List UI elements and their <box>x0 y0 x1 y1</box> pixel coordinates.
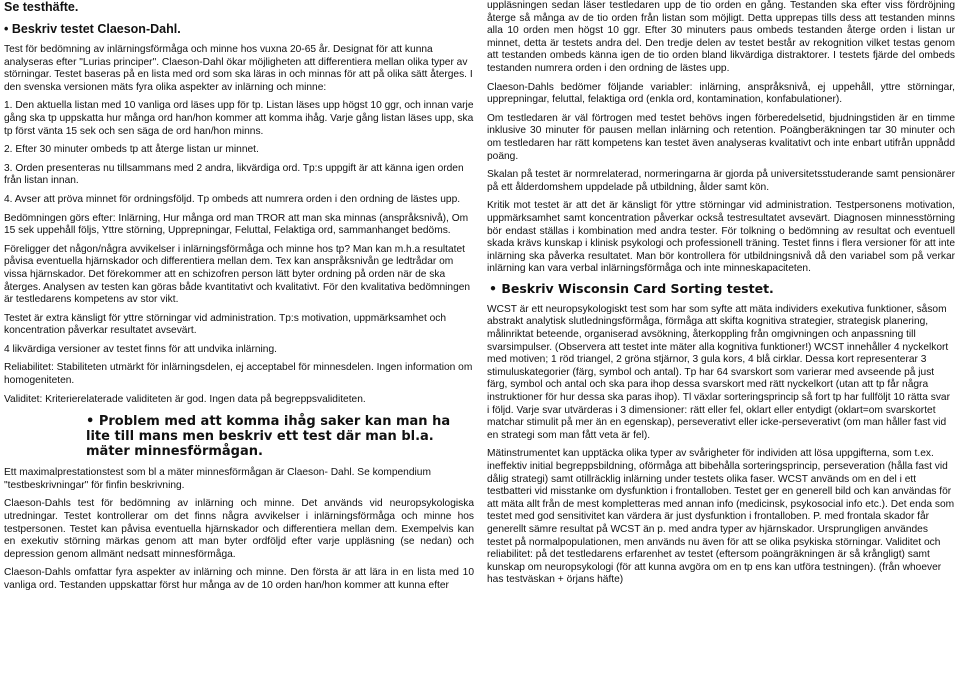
heading-memory-problem: • Problem med att komma ihåg saker kan man ha lite till mans men beskriv ett test där man bl.a. mäter minnesförmågan. <box>86 414 474 459</box>
heading-claeson-dahl: • Beskriv testet Claeson-Dahl. <box>4 22 474 36</box>
paragraph: Test för bedömning av inlärningsförmåga och minne hos vuxna 20-65 år. Designat för att kunna analyseras efter "Lurias principer". Claeson-Dahl ökar möjligheten att differentiera mellan olika typer av störningar. Testet baseras på en lista med ord som ska läras in och minnas för att på olika sätt återges. I den svenska versionen mäts fyra olika aspekter av inlärning och minne: <box>4 44 473 93</box>
heading-wisconsin: • Beskriv Wisconsin Card Sorting testet. <box>489 282 955 296</box>
paragraph: Claeson-Dahls test för bedömning av inlärning och minne. Det används vid neuropsykologiska utredningar. Testet kontrollerar om det finns några avvikelser i inlärningsförmåga och minne hos testpersonen. Testet kan påvisa eventuella hjärnskador och differentiera mellan dem. Exempelvis kan en exekutiv störning märkas genom att man byter ordföljd efter varje uppläsning (se nedan) och depression genom allmänt nedsatt minnesförmåga. <box>4 498 474 560</box>
paragraph: 3. Orden presenteras nu tillsammans med 2 andra, likvärdiga ord. Tp:s uppgift är att känna igen orden från listan innan. <box>4 162 464 187</box>
paragraph: Claeson-Dahls omfattar fyra aspekter av inlärning och minne. Den första är att lära in en lista med 10 vanliga ord. Testanden uppskattar först hur många av de 10 orden han/hon kommer att kunna efter <box>4 567 474 591</box>
paragraph: Testet är extra känsligt för yttre störningar vid administration. Tp:s motivation, uppmärksamhet och koncentration påverkar resultatet avsevärt. <box>4 312 447 337</box>
paragraph: Claeson-Dahls bedömer följande variabler: inlärning, anspråksnivå, ej uppehåll, yttre störningar, upprepningar, feluttal, felaktiga ord (enkla ord, kontamination, konfabulationer). <box>487 81 955 106</box>
paragraph: 1. Den aktuella listan med 10 vanliga ord läses upp för tp. Listan läses upp högst 10 ggr, och innan varje gång ska tp uppskatta hur många ord han/hon kommer att komma ihåg. Varje gång listan läses upp, ska tp först vänta 15 sek och sen säga de ord han/hon minns. <box>4 100 474 137</box>
paragraph: Kritik mot testet är att det är känsligt för yttre störningar vid administration. Testpersonens motivation, uppmärksamhet samt koncentration påverkar också testresultatet avsevärt. Diagnosen minnesstörning bör endast ställas i kombination med andra tester. För tolkning o bedömning av resultat och eventuell skada krävs kunskap i klinisk psykologi och professionell träning. Testet finns i flera versioner för att inte inlärning ska påverka resultatet. Man bör kontrollera för utbildningsnivå då den variabel som på verkar inlärning kan vara verbal inlärningsförmåga och inte minneskapaciteten. <box>487 200 955 275</box>
paragraph: Reliabilitet: Stabiliteten utmärkt för inlärningsdelen, ej acceptabel för minnesdelen. Ingen information om homogeniteten. <box>4 362 473 387</box>
paragraph: Föreligger det någon/några avvikelser i inlärningsförmåga och minne hos tp? Man kan m.h.a resultatet påvisa eventuella hjärnskador och differentiera mellan dem. Tex kan anspråksnivån ge ledtrådar om vissa hjärnskador. Det förekommer att en schizofren person lätt byter ordning på orden när de ska återges. Analysen av testen kan göras både kvantitativt och kvalitativt. För den kvalitativa bedömningen är testledarens kompetens av stor vikt. <box>4 243 471 306</box>
paragraph: 2. Efter 30 minuter ombeds tp att återge listan ur minnet. <box>4 144 259 156</box>
paragraph: Om testledaren är väl förtrogen med testet behövs ingen förberedelsetid, bjudningstiden är en timme inklusive 30 minuter för pausen mellan inlärning och retention. Poängberäkningen tar 30 minuter och om testledaren har rätt kompetens kan testet även analyseras kvalitativt och inte enbart utifrån uppnådd poäng. <box>487 112 955 162</box>
paragraph: 4 likvärdiga versioner av testet finns för att undvika inlärning. <box>4 343 277 355</box>
paragraph: Bedömningen görs efter: Inlärning, Hur många ord man TROR att man ska minnas (anspråksnivå), Om 15 sek uppehåll följs, Yttre störning, Upprepningar, Feluttal, Felaktiga ord, sammanhanget bedöms. <box>4 212 469 237</box>
page-top-title: Se testhäfte. <box>4 0 79 14</box>
paragraph: uppläsningen sedan läser testledaren upp de tio orden en gång. Testanden ska efter viss fördröjning återge så många av de tio orden från listan som möjligt. Detta upprepas tills dess att testanden minns alla 10 orden men högst 10 ggr. Efter 30 minuters paus ombeds testanden återge orden i listan ur minnet, detta är testets andra del. Den tredje delen av testet består av rekognition vilket testas genom att testanden ombeds känna igen de tio orden bland likvärdiga distraktorer. I testets fjärde del ombeds testanden numrera orden i den ordning de lästes upp. <box>487 0 955 74</box>
left-column <box>4 0 474 599</box>
paragraph: Mätinstrumentet kan upptäcka olika typer av svårigheter för individen att lösa uppgifterna, som t.ex. ineffektiv initial begreppsbildning, oförmåga att bibehålla sorteringsprincip, perseveration (hålla fast vid dålig strategi) samt otillräcklig inlärning under testets olika faser. WCST används om en del i ett testbatteri vid misstanke om dysfunktion i frontalloben. Testet ger en generell bild och kan användas för att mäta allt från de mest kompletteras med annan info (medicinsk, psykosocial info etc.). Det enda som testet med god sensitivitet kan värdera är just dysfunktion i frontalloben. P. med frontala skador får generellt sämre resultat på WCST än p. med andra typer av hjärnskador. Ursprungligen användes testet på normalpopulationen, men används nu även för att se olika psykiska störningar. Validitet och reliabilitet: på det testledarens erfarenhet av testet (eftersom poängräkningen är så krångligt) samt kunskap om neuropsykologi (för att kunna avgöra om en tp ens kan utföra testningen). (från whoever has testväskan + örjans häfte) <box>487 448 955 586</box>
right-column <box>487 0 955 593</box>
paragraph: WCST är ett neuropsykologiskt test som har som syfte att mäta individers exekutiva funktioner, såsom abstrakt analytisk slutledningsförmåga, förmåga att skifta kognitiva strategier, strategisk planering, målinriktat beteende, organiserad avsökning, återkoppling från omgivningen och anpassning till svarsimpulser. (Observera att testet inte mäter alla kognitiva funktioner!) WCST innehåller 4 nyckelkort med motiven; 1 röd triangel, 2 gröna stjärnor, 3 gula kors, 4 blå cirklar. Dessa kort representerar 3 stimuluskategorier (färg, symbol och antal). Tp har 64 svarskort som varierar med avseende på just färg, symbol och antal och ska para ihop dessa svarskort med rätt nyckelkort (utan att tp får några instruktioner för hur dessa ska paras ihop). Tl växlar sorteringsprincip så fort tp har fullföljt 10 rätta svar i följd. Varje svar utvärderas i 3 dimensioner: rätt eller fel, oklart eller entydigt (oklart=om svarskortet matchar stimulit på mer än en egenskap), perseverativt eller icke-perseverativt (om man håller fast vid en strategi som man fått veta är fel). <box>487 303 950 441</box>
paragraph: Validitet: Kriterierelaterade validiteten är god. Ingen data på begreppsvaliditeten. <box>4 393 366 405</box>
paragraph: Ett maximalprestationstest som bl a mäter minnesförmågan är Claeson- Dahl. Se kompendium "testbeskrivningar" för finfin beskrivning. <box>4 467 431 491</box>
paragraph: Skalan på testet är normrelaterad, normeringarna är gjorda på universitetsstuderande samt pensionärer på ett ålderdomshem uppdelade på utbildning, ålder samt kön. <box>487 169 955 193</box>
paragraph: 4. Avser att pröva minnet för ordningsföljd. Tp ombeds att numrera orden i den ordning de lästes upp. <box>4 193 461 205</box>
